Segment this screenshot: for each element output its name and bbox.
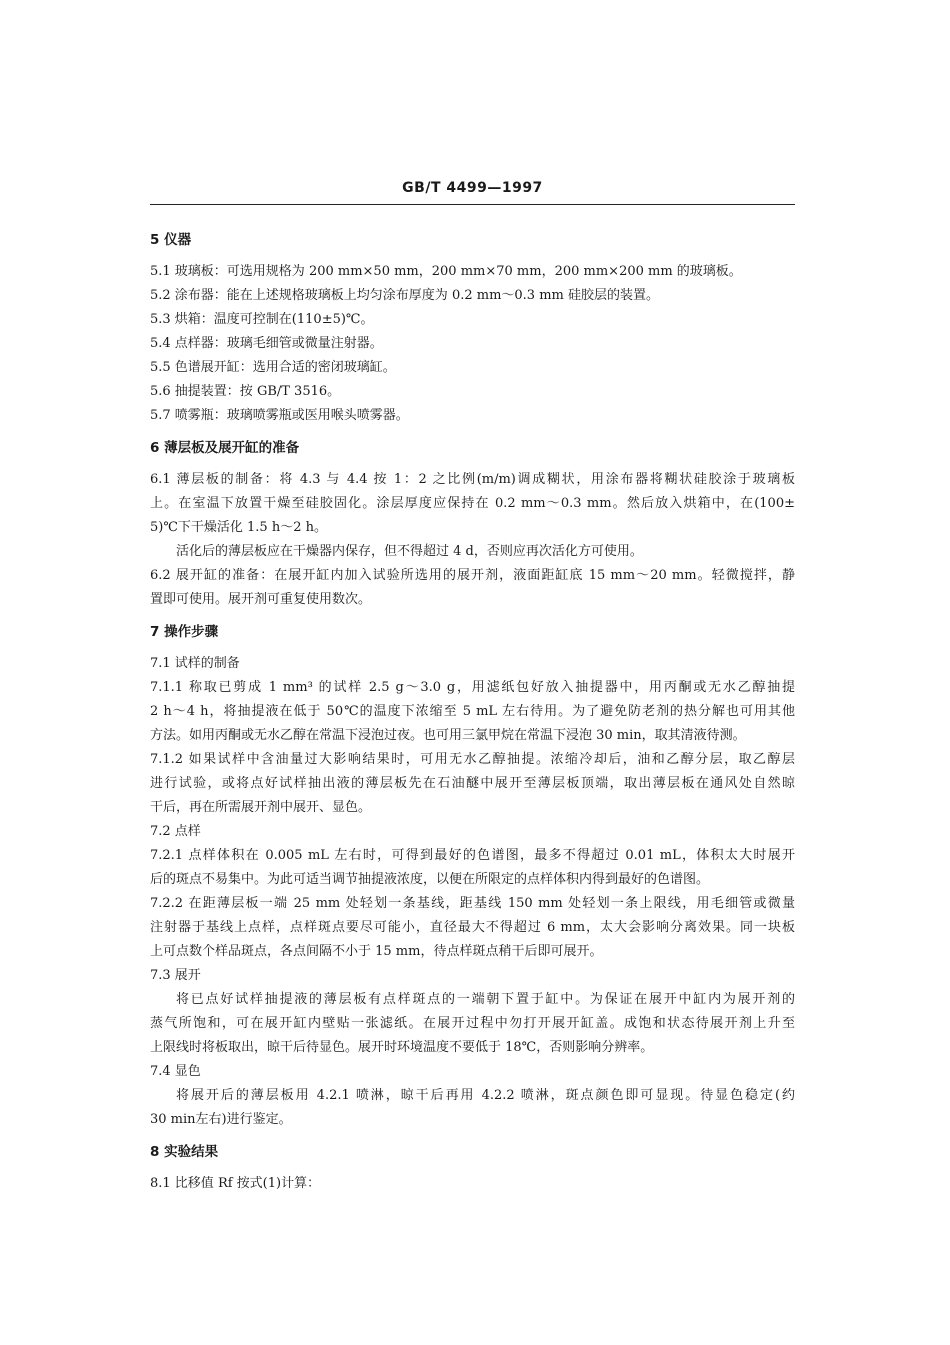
clause-7-1-2-line-2: 进行试验，或将点好试样抽出液的薄层板先在石油醚中展开至薄层板顶端，取出薄层板在通风处自然晾 xyxy=(150,776,795,791)
clause-7-1-1-line-1: 7.1.1 称取已剪成 1 mm³ 的试样 2.5 g～3.0 g，用滤纸包好放入抽提器中，用丙酮或无水乙醇抽提 xyxy=(150,680,795,695)
clause-5-1: 5.1 玻璃板：可选用规格为 200 mm×50 mm，200 mm×70 mm，200 mm×200 mm 的玻璃板。 xyxy=(150,264,742,279)
clause-7-2-1-line-2: 后的斑点不易集中。为此可适当调节抽提液浓度，以便在所限定的点样体积内得到最好的色谱图。 xyxy=(150,872,710,887)
clause-7-2-2-line-3: 上可点数个样品斑点，各点间隔不小于 15 mm，待点样斑点稍干后即可展开。 xyxy=(150,944,603,959)
section-8-heading: 8 实验结果 xyxy=(150,1144,219,1160)
clause-6-1-line-3: 5)℃下干燥活化 1.5 h～2 h。 xyxy=(150,520,327,535)
clause-7-1-2-line-1: 7.1.2 如果试样中含油量过大影响结果时，可用无水乙醇抽提。浓缩冷却后，油和乙醇分层，取乙醇层 xyxy=(150,752,795,767)
clause-7-2-2-line-2: 注射器于基线上点样，点样斑点要尽可能小，直径最大不得超过 6 mm，太大会影响分离效果。同一块板 xyxy=(150,920,795,935)
standard-code-header: GB/T 4499—1997 xyxy=(402,180,543,196)
header-rule xyxy=(150,204,795,205)
section-5-heading: 5 仪器 xyxy=(150,232,192,248)
section-7-heading: 7 操作步骤 xyxy=(150,624,219,640)
clause-7-3-line-2: 蒸气所饱和，可在展开缸内壁贴一张滤纸。在展开过程中勿打开展开缸盖。成饱和状态待展开剂上升至 xyxy=(150,1016,795,1031)
clause-7-4-line-1: 将展开后的薄层板用 4.2.1 喷淋，晾干后再用 4.2.2 喷淋，斑点颜色即可显现。待显色稳定(约 xyxy=(176,1088,795,1103)
clause-5-7: 5.7 喷雾瓶：玻璃喷雾瓶或医用喉头喷雾器。 xyxy=(150,408,409,423)
clause-5-6: 5.6 抽提装置：按 GB/T 3516。 xyxy=(150,384,341,399)
clause-7-3-line-1: 将已点好试样抽提液的薄层板有点样斑点的一端朝下置于缸中。为保证在展开中缸内为展开剂的 xyxy=(176,992,795,1007)
clause-7-1-heading: 7.1 试样的制备 xyxy=(150,656,240,671)
clause-7-2-1-line-1: 7.2.1 点样体积在 0.005 mL 左右时，可得到最好的色谱图，最多不得超过 0.01 mL，体积太大时展开 xyxy=(150,848,795,863)
clause-6-2-line-2: 置即可使用。展开剂可重复使用数次。 xyxy=(150,592,372,607)
section-6-heading: 6 薄层板及展开缸的准备 xyxy=(150,440,300,456)
clause-5-5: 5.5 色谱展开缸：选用合适的密闭玻璃缸。 xyxy=(150,360,396,375)
clause-7-1-2-line-3: 干后，再在所需展开剂中展开、显色。 xyxy=(150,800,372,815)
clause-7-2-2-line-1: 7.2.2 在距薄层板一端 25 mm 处轻划一条基线，距基线 150 mm 处轻划一条上限线，用毛细管或微量 xyxy=(150,896,795,911)
clause-6-2-line-1: 6.2 展开缸的准备：在展开缸内加入试验所选用的展开剂，液面距缸底 15 mm～20 mm。轻微搅拌，静 xyxy=(150,568,795,583)
clause-7-4-line-2: 30 min左右)进行鉴定。 xyxy=(150,1112,292,1127)
document-body xyxy=(150,228,795,1196)
clause-6-1-line-1: 6.1 薄层板的制备：将 4.3 与 4.4 按 1：2 之比例(m/m)调成糊状，用涂布器将糊状硅胶涂于玻璃板 xyxy=(150,472,795,487)
clause-7-1-1-line-3: 方法。如用丙酮或无水乙醇在常温下浸泡过夜。也可用三氯甲烷在常温下浸泡 30 min，取其清液待测。 xyxy=(150,728,746,743)
clause-5-4: 5.4 点样器：玻璃毛细管或微量注射器。 xyxy=(150,336,383,351)
clause-5-2: 5.2 涂布器：能在上述规格玻璃板上均匀涂布厚度为 0.2 mm～0.3 mm 硅胶层的装置。 xyxy=(150,288,659,303)
clause-5-3: 5.3 烘箱：温度可控制在(110±5)℃。 xyxy=(150,312,374,327)
clause-7-2-heading: 7.2 点样 xyxy=(150,824,201,839)
clause-7-3-line-3: 上限线时将板取出，晾干后待显色。展开时环境温度不要低于 18℃，否则影响分辨率。 xyxy=(150,1040,654,1055)
clause-6-1-paragraph-2: 活化后的薄层板应在干燥器内保存，但不得超过 4 d，否则应再次活化方可使用。 xyxy=(176,544,643,559)
clause-8-1: 8.1 比移值 Rf 按式(1)计算： xyxy=(150,1176,321,1191)
clause-7-3-heading: 7.3 展开 xyxy=(150,968,201,983)
clause-7-1-1-line-2: 2 h～4 h，将抽提液在低于 50℃的温度下浓缩至 5 mL 左右待用。为了避免防老剂的热分解也可用其他 xyxy=(150,704,795,719)
clause-7-4-heading: 7.4 显色 xyxy=(150,1064,201,1079)
clause-6-1-line-2: 上。在室温下放置干燥至硅胶固化。涂层厚度应保持在 0.2 mm～0.3 mm。然后放入烘箱中，在(100± xyxy=(150,496,795,511)
